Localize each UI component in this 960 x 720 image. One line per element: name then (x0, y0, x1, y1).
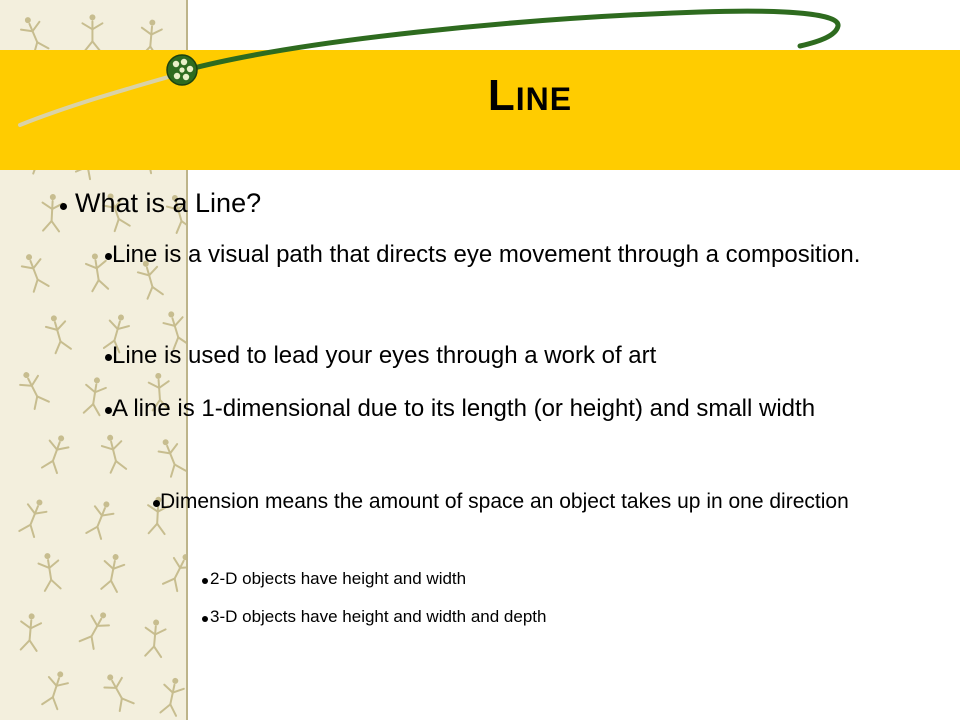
title-first-letter: L (487, 71, 516, 120)
bullet-dot-icon (105, 253, 112, 260)
bullet-dot-icon (202, 578, 208, 584)
bullet-text: 3-D objects have height and width and depth (210, 607, 547, 626)
title-rest: INE (515, 81, 573, 117)
bullet-dot-icon (105, 407, 112, 414)
bullet-item (112, 339, 912, 373)
bullet-text: Dimension means the amount of space an object takes up in one direction (160, 490, 849, 513)
bullet-item (112, 238, 912, 272)
bullet-dot-icon (105, 354, 112, 361)
bullet-dot-icon (60, 203, 67, 210)
bullet-item (210, 562, 910, 596)
bullet-dot-icon (202, 616, 208, 622)
bullet-item (210, 600, 910, 634)
bullet-text: Line is used to lead your eyes through a work of art (112, 342, 657, 369)
bullet-item (112, 392, 912, 426)
bullet-item (160, 485, 930, 519)
bullet-dot-icon (153, 500, 160, 507)
bullet-text: What is a Line? (75, 188, 262, 218)
bullet-item (60, 186, 261, 220)
bullet-text: A line is 1-dimensional due to its length (or height) and small width (112, 395, 816, 422)
bullet-text: Line is a visual path that directs eye movement through a composition. (112, 241, 861, 268)
bullet-text: 2-D objects have height and width (210, 569, 467, 588)
